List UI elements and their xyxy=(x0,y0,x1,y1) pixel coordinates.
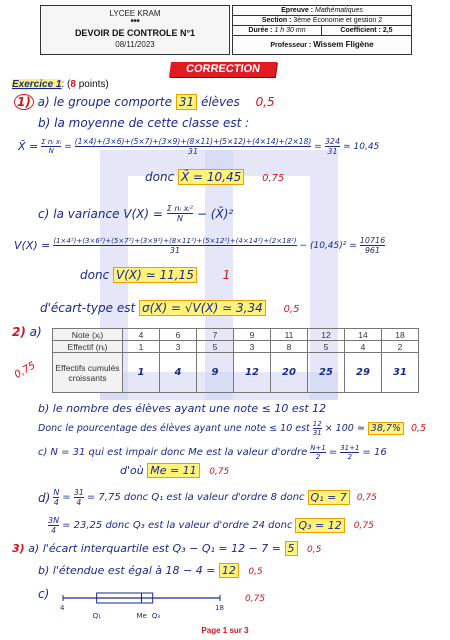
q1-b-score: 0,75 xyxy=(262,173,285,184)
med-frac1-num: N+1 xyxy=(310,444,326,452)
q1-b-formula: X̄ = $\frac{\text{Σ nᵢ xᵢ}}{N}$ = $\frac{(1\times 4)+(3\times 6)+(5\times 7)+(3\times 9)+(8\times 11)+(5\times 12)+(4\times 14)+(2\times 18)}{31}$ = $\frac{324}{31}$ ≃ 10,45 xyxy=(18,137,380,156)
epreuve-label: Epreuve : xyxy=(281,7,314,14)
q2-d-label: d) xyxy=(38,490,51,505)
points-value: 8 xyxy=(70,79,76,90)
box-plot-label-min: 4 xyxy=(60,604,65,612)
mean-lhs: X̄ = xyxy=(18,140,39,153)
coef-value: 2,5 xyxy=(382,27,393,34)
q3-b-label: b) xyxy=(38,564,50,577)
var-tail: − (X̄)² xyxy=(196,206,234,221)
q2-c-label: c) xyxy=(38,447,48,458)
effectif-cell: 8 xyxy=(271,341,308,353)
row-effectif-label: Effectif (nᵢ) xyxy=(53,341,123,353)
q1-c-label: c) xyxy=(38,206,50,221)
median-result-box: Me = 11 xyxy=(147,463,199,478)
ecc-cell: 4 xyxy=(160,353,197,393)
mean-res-num: 324 xyxy=(324,137,341,146)
q2-a-label: a) xyxy=(29,325,42,339)
q3-c-score: 0,75 xyxy=(245,594,266,604)
q3-a-text: l'écart interquartile est Q₃ − Q₁ = 12 − 7 = xyxy=(42,542,282,555)
note-cell: 18 xyxy=(382,329,419,341)
exam-date: 08/11/2023 xyxy=(115,40,155,49)
q2-c-line2 xyxy=(120,464,229,477)
note-cell: 11 xyxy=(271,329,308,341)
q1-a-text: le groupe comporte xyxy=(53,95,172,109)
effectif-cell: 5 xyxy=(197,341,234,353)
ecc-cell: 9 xyxy=(197,353,234,393)
q2-b-line1 xyxy=(38,402,326,415)
med-eq2: = 16 xyxy=(362,447,387,458)
q2-d-score: 0,75 xyxy=(356,492,377,503)
school-name: LYCEE KRAM xyxy=(109,9,161,18)
med-frac2-num: 31+1 xyxy=(340,444,360,452)
q1-c xyxy=(38,204,233,223)
effectif-cell: 3 xyxy=(234,341,271,353)
q2-header xyxy=(12,325,42,339)
effectif-cell: 5 xyxy=(308,341,345,353)
q3-b-score: 0,5 xyxy=(248,567,263,577)
q2-number: 2) xyxy=(12,325,26,339)
q3-b-text: l'étendue est égal à 18 − 4 = xyxy=(52,564,216,577)
q1-result-box: Q₁ = 7 xyxy=(308,490,350,505)
mean-long-den: 31 xyxy=(187,147,199,156)
q1-frac-num: N xyxy=(53,488,60,497)
exercise-label: Exercice 1 xyxy=(12,79,62,90)
pct-frac-num: 12 xyxy=(312,420,322,428)
q2-c-donc: d'où xyxy=(120,464,144,477)
med-frac1-den: 2 xyxy=(315,453,321,461)
var-frac-den: N xyxy=(176,214,183,223)
box-plot-label-q3: Q₃ xyxy=(151,612,161,620)
q3-a xyxy=(12,542,321,555)
note-cell: 7 xyxy=(197,329,234,341)
effectif-cell: 3 xyxy=(160,341,197,353)
section-value: 3ème Economie et gestion 2 xyxy=(293,17,383,24)
school-mark: ■■■ xyxy=(130,18,140,24)
q2-b-label: b) xyxy=(38,402,50,415)
ecc-cell: 25 xyxy=(308,353,345,393)
q2-c-line1 xyxy=(38,444,387,461)
var-res-num: 10716 xyxy=(359,236,386,245)
var-long-num: (1×4²)+(3×6²)+(5×7²)+(3×9²)+(8×11²)+(5×12²)+(4×14²)+(2×18²) xyxy=(53,236,297,245)
q2-b-text2: Donc le pourcentage des élèves ayant une note ≤ 10 est xyxy=(38,423,310,434)
q2-d-line xyxy=(38,488,377,507)
pct-frac-den: 31 xyxy=(312,429,322,437)
q1-d xyxy=(40,301,299,315)
ecc-cell: 1 xyxy=(123,353,160,393)
effectif-cell: 1 xyxy=(123,341,160,353)
q3-frac-num: 3N xyxy=(48,516,60,525)
ecc-cell: 31 xyxy=(382,353,419,393)
ecc-cell: 20 xyxy=(271,353,308,393)
note-cell: 12 xyxy=(308,329,345,341)
q1-a-value: 31 xyxy=(176,94,197,110)
mean-result-box: X̄ = 10,45 xyxy=(178,169,244,185)
pct-result-box: 38,7% xyxy=(368,422,404,435)
q1-a xyxy=(14,95,275,109)
ecc-cell: 29 xyxy=(345,353,382,393)
q3-a-label: a) xyxy=(28,542,40,555)
iqr-result-box: 5 xyxy=(285,541,298,556)
q1-b xyxy=(38,116,249,130)
box-plot-label-q1: Q₁ xyxy=(92,612,101,620)
q1-frac-den: 4 xyxy=(53,498,59,507)
q2-e-text: = 23,25 donc Q₃ est la valeur d'ordre 24 donc xyxy=(62,520,293,531)
med-eq: = xyxy=(328,447,338,458)
box-plot xyxy=(55,588,235,624)
coef-label: Coefficient : xyxy=(340,27,381,34)
q3-result-box: Q₃ = 12 xyxy=(295,518,344,533)
q3-a-score: 0,5 xyxy=(307,545,322,555)
effectif-cell: 4 xyxy=(345,341,382,353)
var-donc: donc xyxy=(80,268,110,282)
prof-value: Wissem Fligène xyxy=(313,40,374,49)
q1-a-score: 0,5 xyxy=(255,95,275,109)
q2-c-score: 0,75 xyxy=(209,467,230,477)
section-label: Section : xyxy=(261,17,292,24)
q1-c-conclusion xyxy=(80,268,230,282)
ecc-cell: 12 xyxy=(234,353,271,393)
q2-b-text1: le nombre des élèves ayant une note ≤ 10 est 12 xyxy=(52,402,327,415)
q1-a-unit: élèves xyxy=(200,95,240,109)
correction-banner xyxy=(169,62,277,77)
med-frac2-den: 2 xyxy=(347,453,353,461)
q2-b-score: 0,5 xyxy=(410,423,427,434)
q1-b-text: la moyenne de cette classe est : xyxy=(54,116,250,130)
correction-banner-text: CORRECTION xyxy=(185,63,261,75)
mean-approx: ≃ 10,45 xyxy=(343,141,380,152)
note-cell: 14 xyxy=(345,329,382,341)
row-ecc-label: Effectifs cumulés croissants xyxy=(53,353,123,393)
q2-c-text1: N = 31 qui est impair donc Me est la valeur d'ordre xyxy=(50,447,308,458)
q1-frac2-num: 31 xyxy=(73,488,84,497)
effectif-cell: 2 xyxy=(382,341,419,353)
exercise-heading xyxy=(12,79,109,90)
q1-d-text: d'écart-type est xyxy=(40,301,136,315)
epreuve-value: Mathématiques xyxy=(315,7,363,14)
frequency-table xyxy=(52,328,419,393)
pct-times: × 100 ≃ xyxy=(324,423,365,434)
q1-b-conclusion xyxy=(145,170,284,184)
points-close: points) xyxy=(75,79,109,90)
note-cell: 6 xyxy=(160,329,197,341)
q1-number: 1) xyxy=(14,94,34,110)
q1-c-score: 1 xyxy=(222,268,231,282)
header-right-box xyxy=(232,5,412,55)
q2-d-text: = 7,75 donc Q₁ est la valeur d'ordre 8 donc xyxy=(86,492,305,503)
exam-title: DEVOIR DE CONTROLE N°1 xyxy=(74,28,196,38)
q1-eq: = xyxy=(62,492,71,503)
note-cell: 9 xyxy=(234,329,271,341)
mean-donc: donc xyxy=(145,170,175,184)
mean-res-den: 31 xyxy=(327,147,338,156)
q3-number: 3) xyxy=(12,542,25,555)
note-cell: 4 xyxy=(123,329,160,341)
sd-result-box: σ(X) = √V(X) ≃ 3,34 xyxy=(139,300,266,316)
q1-c-text: la variance V(X) = xyxy=(53,206,163,221)
q3-frac-den: 4 xyxy=(50,526,57,535)
var-long-den: 31 xyxy=(169,245,181,255)
page-footer: Page 1 sur 3 xyxy=(201,626,249,635)
q2-e-line xyxy=(48,516,374,535)
range-result-box: 12 xyxy=(219,563,239,578)
q2-e-score: 0,75 xyxy=(353,520,374,531)
prof-label: Professeur : xyxy=(270,42,312,49)
mean-long-num: (1×4)+(3×6)+(5×7)+(3×9)+(8×11)+(5×12)+(4×14)+(2×18) xyxy=(74,137,312,146)
q1-b-label: b) xyxy=(38,116,51,130)
row-notes-label: Note (xᵢ) xyxy=(53,329,123,341)
var-frac-num: Σ nᵢ xᵢ² xyxy=(166,204,193,213)
mean-frac-den: N xyxy=(48,147,54,155)
q3-c-label: c) xyxy=(38,587,50,601)
duree-value: 1 h 30 mn xyxy=(274,27,306,34)
var-result-box: V(X) ≃ 11,15 xyxy=(113,267,197,283)
var-long-lhs: V(X) = xyxy=(14,239,51,252)
q1-c-formula xyxy=(14,236,385,255)
mean-frac-num: Σ nᵢ xᵢ xyxy=(41,138,62,146)
duree-label: Durée : xyxy=(248,27,273,34)
var-res-den: 961 xyxy=(364,246,381,255)
points-open: : ( xyxy=(61,79,71,90)
header-left-box xyxy=(40,5,230,55)
q2-b-line2 xyxy=(38,420,426,437)
box-plot-label-me: Me xyxy=(136,612,147,620)
q1-frac2-den: 4 xyxy=(76,498,82,507)
q1-a-label: a) xyxy=(37,95,50,109)
var-long-tail: − (10,45)² = xyxy=(299,240,357,251)
q3-b xyxy=(38,564,263,577)
box-plot-label-max: 18 xyxy=(215,604,224,612)
mean-eq: = xyxy=(64,141,72,152)
q2-a-score: 0,75 xyxy=(12,360,38,381)
q1-d-score: 0,5 xyxy=(283,304,300,315)
